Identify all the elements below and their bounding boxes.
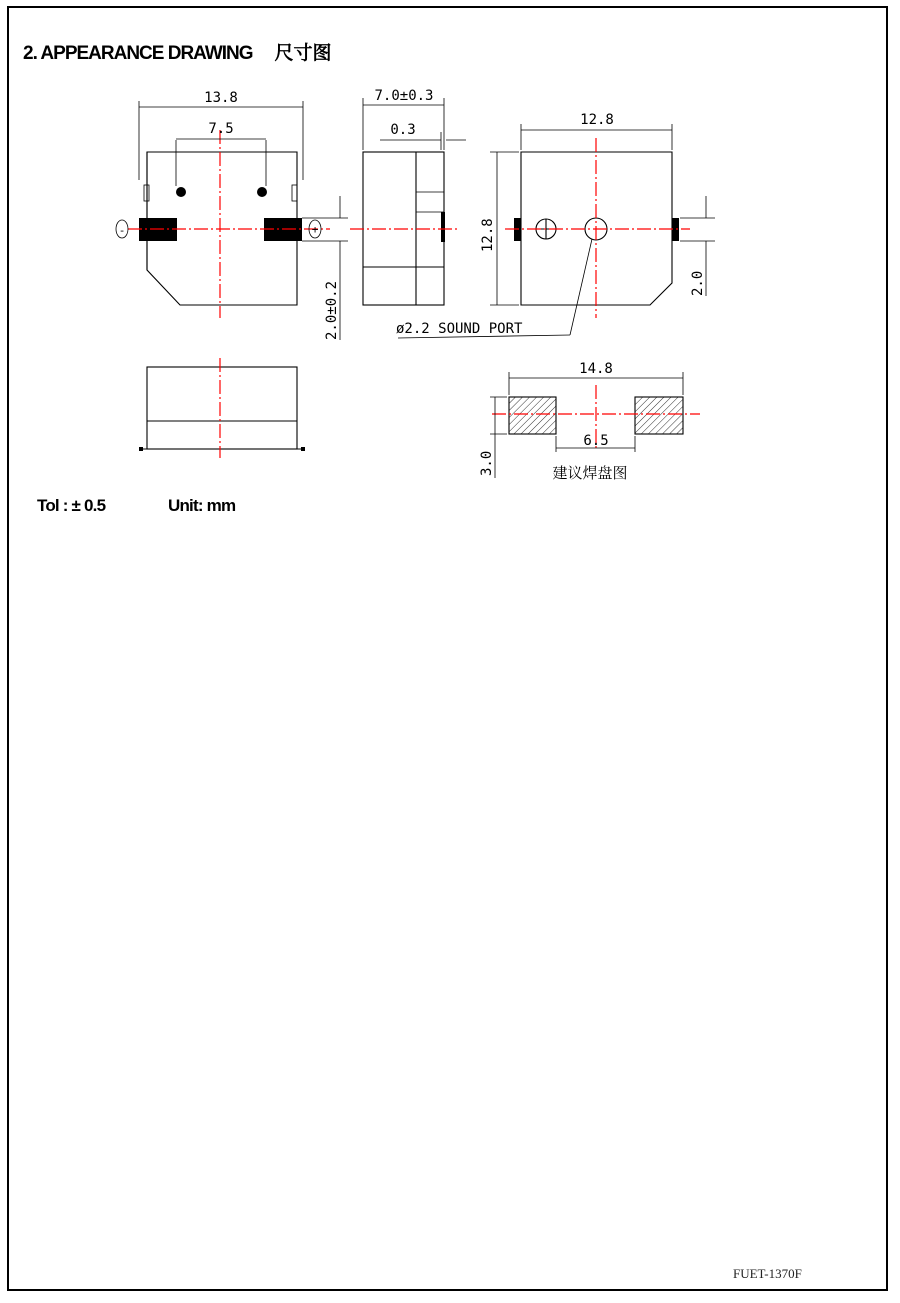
dim-side-depth: 7.0±0.3: [374, 88, 434, 104]
dim-side-offset: 0.3: [390, 122, 416, 138]
dim-pad-gap: 6.5: [583, 433, 609, 449]
dim-front-terminal-height: 2.0±0.2: [324, 280, 340, 340]
front-right-notch: [292, 185, 297, 201]
sound-port-label: ø2.2 SOUND PORT: [396, 321, 523, 337]
bottom-body-outline: [147, 367, 297, 449]
section-title-cn: 尺寸图: [274, 43, 332, 64]
unit-note: Unit: mm: [168, 496, 236, 515]
section-title-text: 2. APPEARANCE DRAWING: [23, 43, 253, 64]
pad-layout: [479, 361, 700, 482]
pad-left: [509, 397, 556, 434]
polarity-negative: -: [118, 224, 126, 237]
dim-top-terminal-height: 2.0: [690, 270, 706, 296]
dim-front-width: 13.8: [204, 90, 238, 106]
dim-pad-height: 3.0: [479, 450, 495, 476]
front-pin-dot-right: [257, 187, 267, 197]
pad-right: [635, 397, 683, 434]
front-pin-dot-left: [176, 187, 186, 197]
bottom-view: [139, 358, 305, 458]
dim-pad-span: 14.8: [579, 361, 613, 377]
dim-top-width: 12.8: [580, 112, 614, 128]
pad-layout-label: 建议焊盘图: [552, 464, 628, 482]
dim-terminal-pitch: 7.5: [208, 121, 234, 137]
side-terminal: [441, 212, 445, 242]
document-code: FUET-1370F: [733, 1266, 802, 1281]
tolerance-note: Tol : ± 0.5: [37, 496, 106, 515]
dim-top-height: 12.8: [480, 218, 496, 252]
front-view: [116, 90, 348, 340]
side-view: [350, 88, 466, 305]
polarity-positive: +: [311, 223, 319, 236]
